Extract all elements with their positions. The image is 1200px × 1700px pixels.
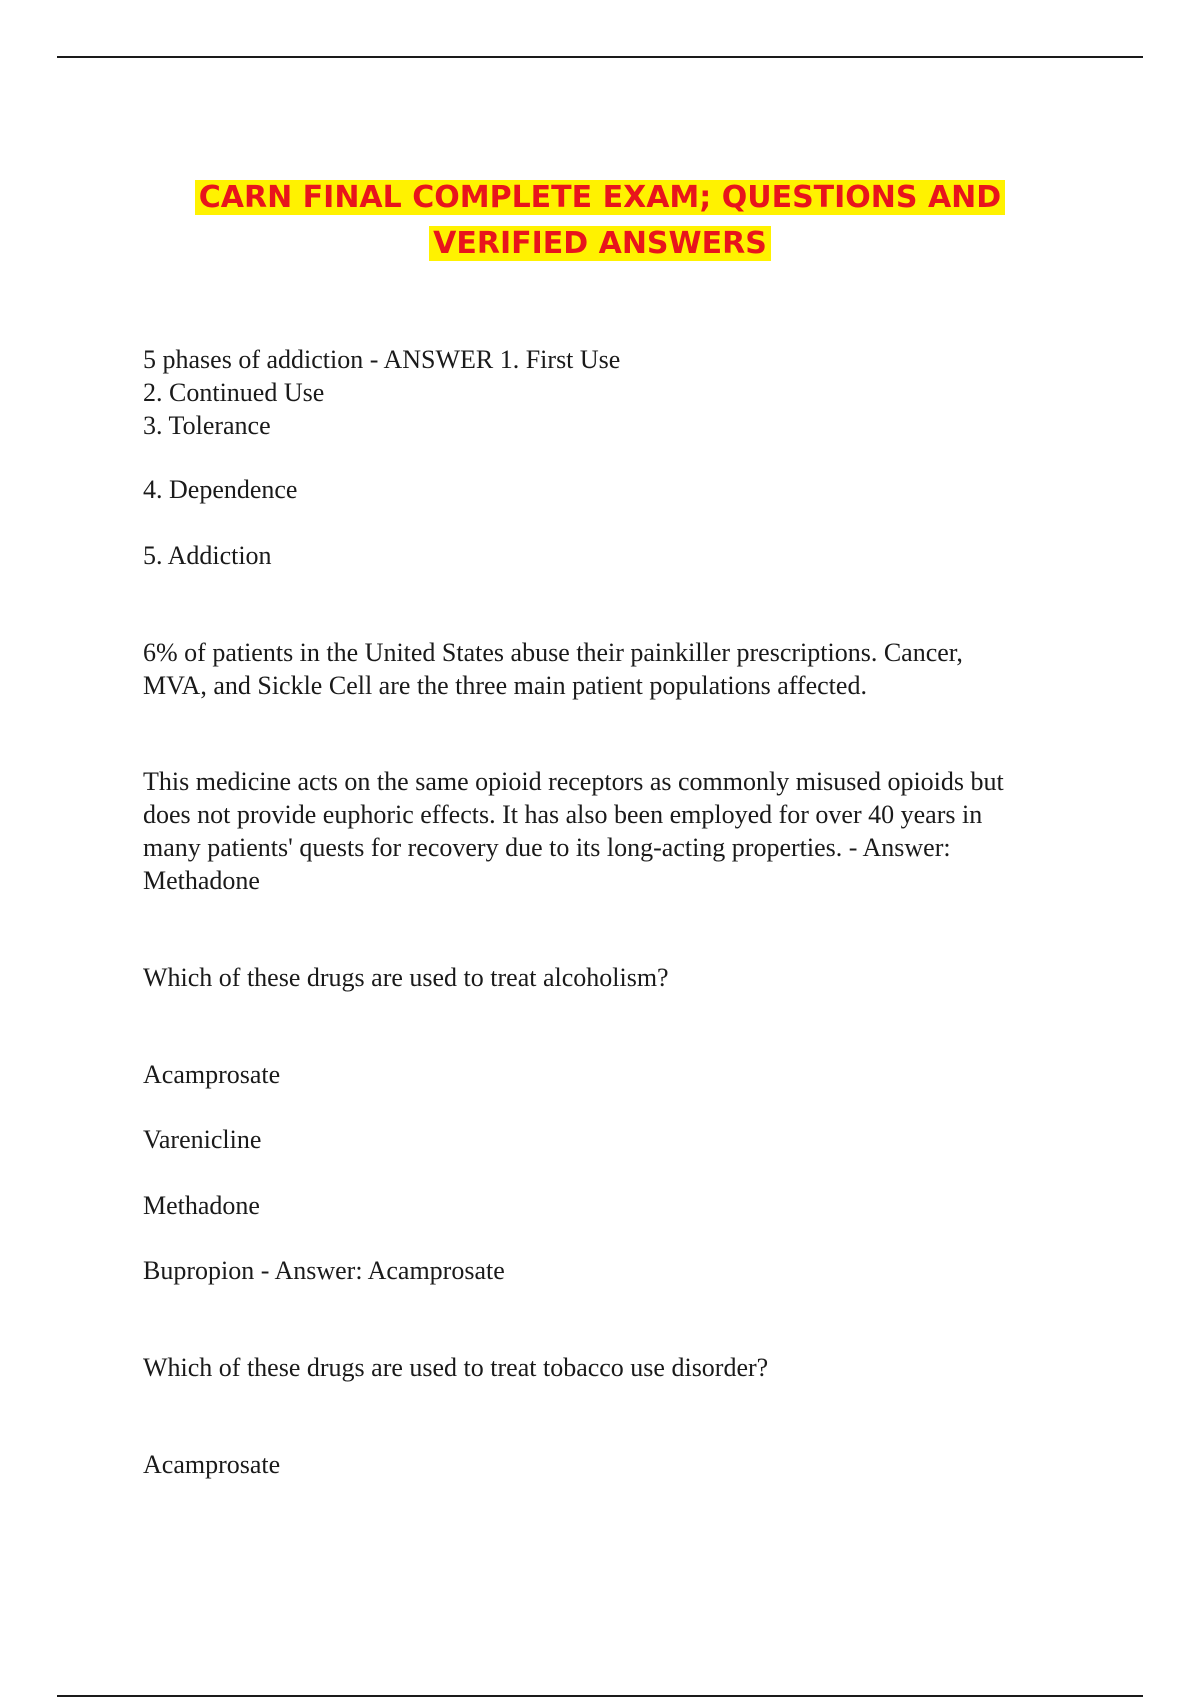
q4-option-1: Acamprosate — [143, 1060, 281, 1089]
title-line-1: CARN FINAL COMPLETE EXAM; QUESTIONS AND — [195, 180, 1005, 215]
q1-line-1: 5 phases of addiction - ANSWER 1. First Use — [143, 345, 621, 374]
bottom-rule — [57, 1695, 1143, 1697]
q3-line-3: many patients' quests for recovery due to its long-acting properties. - Answer: — [143, 833, 951, 862]
q4-question: Which of these drugs are used to treat alcoholism? — [143, 963, 669, 992]
q4-option-4: Bupropion - Answer: Acamprosate — [143, 1256, 505, 1285]
document-title — [0, 175, 1200, 267]
q1-line-5: 5. Addiction — [143, 541, 272, 570]
q1-line-3: 3. Tolerance — [143, 411, 271, 440]
q1-line-4: 4. Dependence — [143, 475, 298, 504]
q5-option-1: Acamprosate — [143, 1450, 281, 1479]
q3-line-4: Methadone — [143, 866, 260, 895]
q3-line-2: does not provide euphoric effects. It has also been employed for over 40 years in — [143, 800, 983, 829]
q4-option-3: Methadone — [143, 1191, 260, 1220]
q4-option-2: Varenicline — [143, 1125, 262, 1154]
q5-question: Which of these drugs are used to treat tobacco use disorder? — [143, 1353, 769, 1382]
p2-line-2: MVA, and Sickle Cell are the three main patient populations affected. — [143, 671, 867, 700]
q3-line-1: This medicine acts on the same opioid receptors as commonly misused opioids but — [143, 767, 1004, 796]
p2-line-1: 6% of patients in the United States abuse their painkiller prescriptions. Cancer, — [143, 638, 963, 667]
q1-line-2: 2. Continued Use — [143, 378, 325, 407]
top-rule — [57, 56, 1143, 58]
title-line-2: VERIFIED ANSWERS — [429, 226, 771, 261]
